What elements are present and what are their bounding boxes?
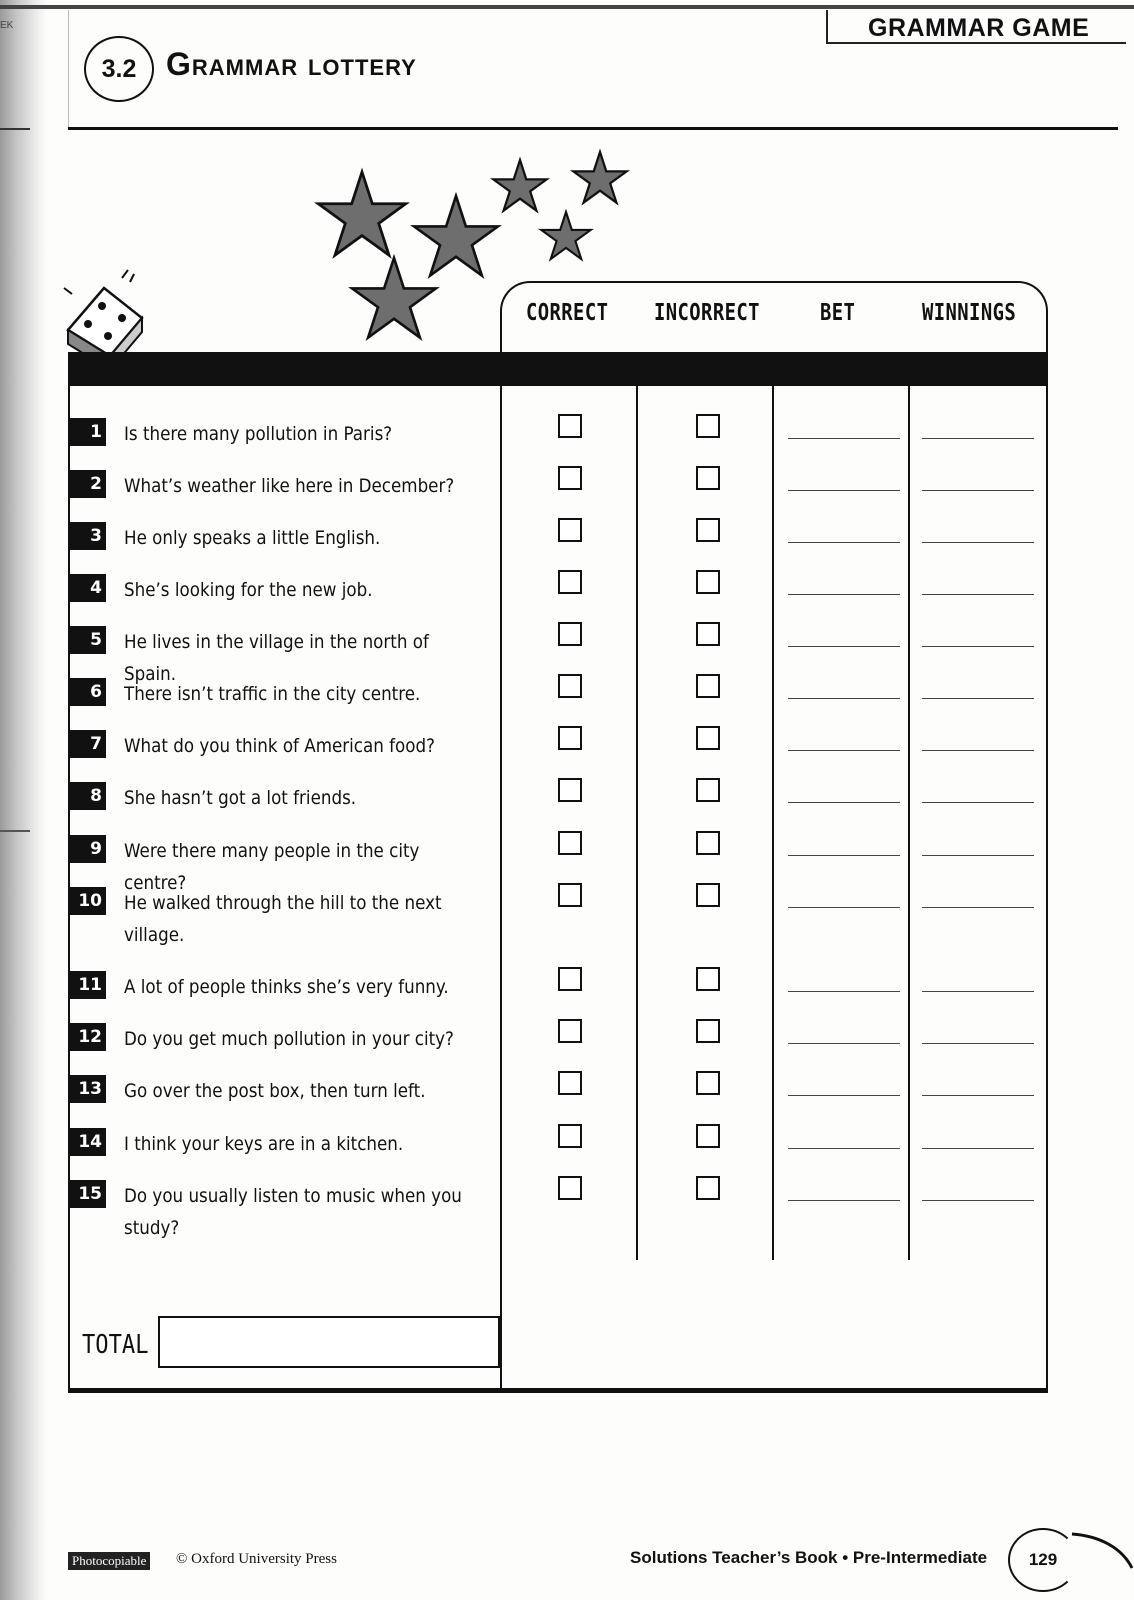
column-divider bbox=[636, 374, 638, 1260]
exercise-number: 3.2 bbox=[84, 36, 154, 102]
column-header-correct: CORRECT bbox=[526, 300, 609, 326]
row-number: 1 bbox=[70, 418, 106, 446]
bet-blank[interactable] bbox=[788, 698, 900, 699]
star-icon bbox=[573, 152, 626, 203]
correct-checkbox[interactable] bbox=[558, 674, 582, 698]
correct-checkbox[interactable] bbox=[558, 622, 582, 646]
incorrect-checkbox[interactable] bbox=[696, 466, 720, 490]
winnings-blank[interactable] bbox=[922, 1095, 1034, 1096]
sentence-text: He only speaks a little English. bbox=[124, 527, 381, 549]
row-number: 12 bbox=[70, 1023, 106, 1051]
incorrect-checkbox[interactable] bbox=[696, 570, 720, 594]
bet-blank[interactable] bbox=[788, 802, 900, 803]
incorrect-checkbox[interactable] bbox=[696, 1176, 720, 1200]
winnings-blank[interactable] bbox=[922, 1200, 1034, 1201]
winnings-blank[interactable] bbox=[922, 490, 1034, 491]
correct-checkbox[interactable] bbox=[558, 967, 582, 991]
sentence-text: What do you think of American food? bbox=[124, 735, 435, 757]
correct-checkbox[interactable] bbox=[558, 1019, 582, 1043]
bet-blank[interactable] bbox=[788, 438, 900, 439]
winnings-blank[interactable] bbox=[922, 991, 1034, 992]
star-icon bbox=[541, 212, 590, 259]
page-title: Grammar lottery bbox=[166, 46, 417, 82]
bet-blank[interactable] bbox=[788, 490, 900, 491]
margin-tick bbox=[0, 128, 30, 130]
row-number: 5 bbox=[70, 626, 106, 654]
bet-blank[interactable] bbox=[788, 991, 900, 992]
correct-checkbox[interactable] bbox=[558, 414, 582, 438]
sentence-text: He lives in the village in the north of Spain. bbox=[124, 631, 429, 685]
incorrect-checkbox[interactable] bbox=[696, 967, 720, 991]
sentence-text: Do you usually listen to music when you study? bbox=[124, 1185, 462, 1239]
winnings-blank[interactable] bbox=[922, 802, 1034, 803]
row-number: 9 bbox=[70, 835, 106, 863]
winnings-blank[interactable] bbox=[922, 646, 1034, 647]
row-number: 13 bbox=[70, 1075, 106, 1103]
incorrect-checkbox[interactable] bbox=[696, 726, 720, 750]
row-number: 3 bbox=[70, 522, 106, 550]
row-number: 14 bbox=[70, 1128, 106, 1156]
sentence-text: He walked through the hill to the next village. bbox=[124, 892, 442, 946]
incorrect-checkbox[interactable] bbox=[696, 1019, 720, 1043]
bet-blank[interactable] bbox=[788, 1043, 900, 1044]
bet-blank[interactable] bbox=[788, 1095, 900, 1096]
sentence-text: A lot of people thinks she’s very funny. bbox=[124, 976, 449, 998]
sentence-text: Were there many people in the city centre? bbox=[124, 840, 420, 894]
copyright: © Oxford University Press bbox=[176, 1551, 337, 1567]
correct-checkbox[interactable] bbox=[558, 831, 582, 855]
bet-blank[interactable] bbox=[788, 1200, 900, 1201]
answer-table-frame bbox=[500, 281, 1048, 1391]
sentence-text: Do you get much pollution in your city? bbox=[124, 1028, 454, 1050]
bet-blank[interactable] bbox=[788, 1148, 900, 1149]
correct-checkbox[interactable] bbox=[558, 1176, 582, 1200]
winnings-blank[interactable] bbox=[922, 698, 1034, 699]
star-icon bbox=[493, 160, 546, 211]
bottom-rule bbox=[68, 1388, 1048, 1393]
book-title: Solutions Teacher’s Book • Pre-Intermediate bbox=[630, 1548, 988, 1567]
row-number: 2 bbox=[70, 470, 106, 498]
incorrect-checkbox[interactable] bbox=[696, 1071, 720, 1095]
column-header-incorrect: INCORRECT bbox=[654, 300, 760, 326]
column-divider bbox=[908, 374, 910, 1260]
photocopiable-badge: Photocopiable bbox=[68, 1552, 150, 1570]
sentence-text: I think your keys are in a kitchen. bbox=[124, 1133, 404, 1155]
row-number: 4 bbox=[70, 574, 106, 602]
binding-mark: EK bbox=[0, 20, 14, 31]
sentence-text: She’s looking for the new job. bbox=[124, 579, 373, 601]
header-band bbox=[68, 352, 1048, 386]
header-frame-line bbox=[68, 10, 69, 128]
winnings-blank[interactable] bbox=[922, 1043, 1034, 1044]
sentence-text: Go over the post box, then turn left. bbox=[124, 1080, 426, 1102]
column-divider bbox=[500, 374, 502, 1260]
row-number: 15 bbox=[70, 1180, 106, 1208]
correct-checkbox[interactable] bbox=[558, 1124, 582, 1148]
incorrect-checkbox[interactable] bbox=[696, 778, 720, 802]
top-rule bbox=[0, 5, 1134, 9]
winnings-blank[interactable] bbox=[922, 542, 1034, 543]
bet-blank[interactable] bbox=[788, 907, 900, 908]
correct-checkbox[interactable] bbox=[558, 466, 582, 490]
correct-checkbox[interactable] bbox=[558, 778, 582, 802]
sentence-text: There isn’t traffic in the city centre. bbox=[124, 683, 421, 705]
sentence-text: Is there many pollution in Paris? bbox=[124, 423, 393, 445]
bet-blank[interactable] bbox=[788, 594, 900, 595]
star-icon bbox=[414, 196, 498, 276]
row-number: 10 bbox=[70, 887, 106, 915]
incorrect-checkbox[interactable] bbox=[696, 831, 720, 855]
correct-checkbox[interactable] bbox=[558, 518, 582, 542]
correct-checkbox[interactable] bbox=[558, 570, 582, 594]
correct-checkbox[interactable] bbox=[558, 883, 582, 907]
correct-checkbox[interactable] bbox=[558, 726, 582, 750]
bet-blank[interactable] bbox=[788, 542, 900, 543]
incorrect-checkbox[interactable] bbox=[696, 414, 720, 438]
page-swoosh bbox=[1070, 1520, 1134, 1600]
bet-blank[interactable] bbox=[788, 750, 900, 751]
winnings-blank[interactable] bbox=[922, 855, 1034, 856]
bet-blank[interactable] bbox=[788, 855, 900, 856]
dice-icon bbox=[64, 270, 142, 360]
column-header-winnings: WINNINGS bbox=[922, 300, 1017, 326]
page-number: 129 bbox=[1008, 1528, 1078, 1592]
incorrect-checkbox[interactable] bbox=[696, 518, 720, 542]
page-binding-shadow bbox=[0, 0, 46, 1600]
correct-checkbox[interactable] bbox=[558, 1071, 582, 1095]
total-label: TOTAL bbox=[82, 1330, 149, 1360]
winnings-blank[interactable] bbox=[922, 907, 1034, 908]
row-number: 11 bbox=[70, 971, 106, 999]
row-number: 6 bbox=[70, 678, 106, 706]
row-number: 8 bbox=[70, 782, 106, 810]
winnings-blank[interactable] bbox=[922, 438, 1034, 439]
title-rule bbox=[68, 127, 1118, 130]
bet-blank[interactable] bbox=[788, 646, 900, 647]
margin-tick bbox=[0, 830, 30, 832]
total-input[interactable] bbox=[158, 1316, 500, 1368]
section-tag: GRAMMAR GAME bbox=[826, 10, 1126, 44]
incorrect-checkbox[interactable] bbox=[696, 674, 720, 698]
winnings-blank[interactable] bbox=[922, 1148, 1034, 1149]
winnings-blank[interactable] bbox=[922, 750, 1034, 751]
row-number: 7 bbox=[70, 730, 106, 758]
star-icon bbox=[352, 258, 436, 338]
sentence-text: What’s weather like here in December? bbox=[124, 475, 455, 497]
star-icon bbox=[318, 172, 405, 255]
column-divider bbox=[772, 374, 774, 1260]
incorrect-checkbox[interactable] bbox=[696, 1124, 720, 1148]
winnings-blank[interactable] bbox=[922, 594, 1034, 595]
incorrect-checkbox[interactable] bbox=[696, 622, 720, 646]
sentence-text: She hasn’t got a lot friends. bbox=[124, 787, 357, 809]
incorrect-checkbox[interactable] bbox=[696, 883, 720, 907]
column-header-bet: BET bbox=[820, 300, 856, 326]
